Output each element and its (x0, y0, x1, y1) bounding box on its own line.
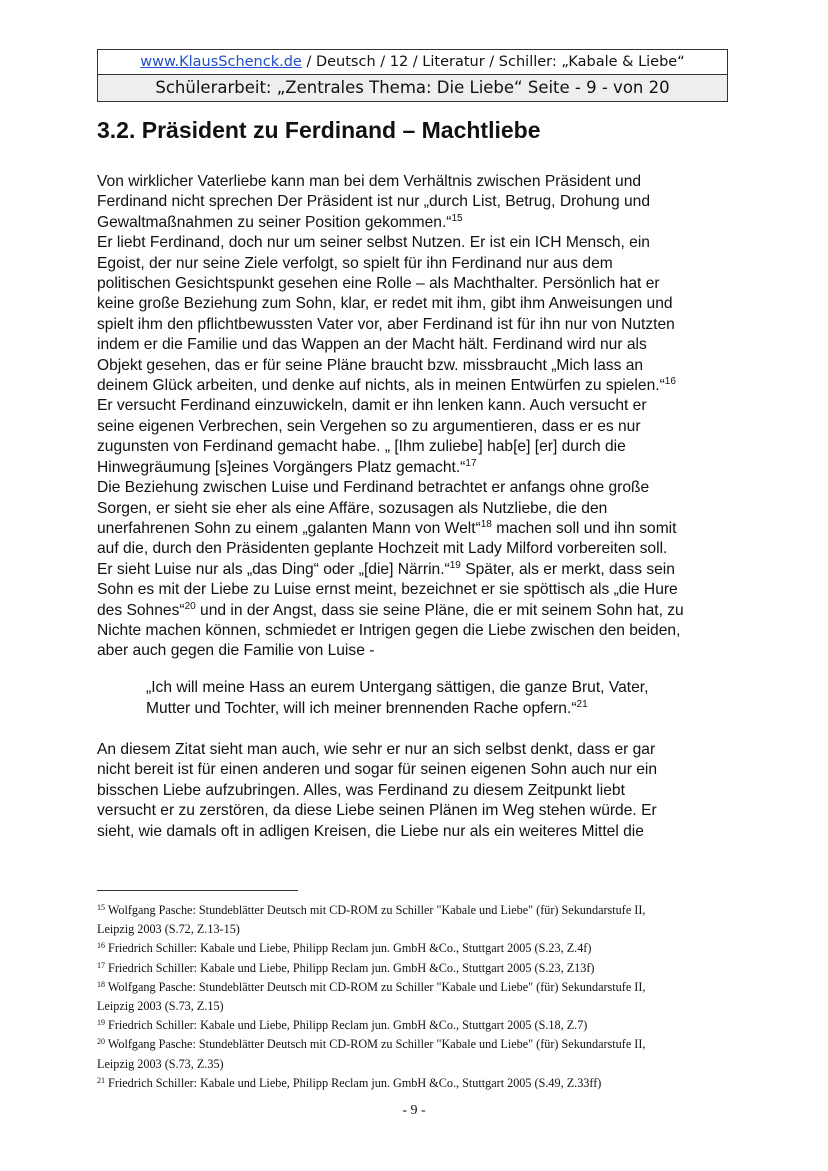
header-path: / Deutsch / 12 / Literatur / Schiller: „Kabale & Liebe“ (301, 54, 685, 70)
body-line: Objekt gesehen, das er für seine Pläne braucht bzw. missbraucht „Mich lass an (97, 356, 644, 374)
body-line: Er sieht Luise nur als „das Ding“ oder „[die] Närrin.“$^{19}$ Später, als er merkt, dass sein (97, 559, 675, 578)
website-link[interactable]: www.KlausSchenck.de (140, 54, 302, 70)
body-line: spielt ihm den pflichtbewussten Vater vor, aber Ferdinand ist für ihn nur von Nutzten (97, 315, 675, 333)
body-line: An diesem Zitat sieht man auch, wie sehr er nur an sich selbst denkt, dass er gar (97, 741, 656, 758)
body-line: versucht er zu zerstören, da diese Liebe seinen Plänen im Weg stehen würde. Er (97, 802, 657, 820)
body-line: indem er die Familie und das Wappen an der Macht hält. Ferdinand wird nur als (97, 336, 647, 354)
quote-line: „Ich will meine Hass an eurem Untergang sättigen, die ganze Brut, Vater, (146, 679, 649, 696)
page-number: - 9 - (402, 1103, 426, 1118)
footnote: $^{16}$ Friedrich Schiller: Kabale und Liebe, Philipp Reclam jun. GmbH &Co., Stuttgart 2005 (S.23, Z.4f) (97, 941, 592, 956)
body-line: seine eigenen Verbrechen, sein Vergehen so zu argumentieren, dass er es nur (97, 417, 641, 435)
body-paragraphs (97, 172, 737, 662)
footnote: $^{15}$ Wolfgang Pasche: Stundeblätter Deutsch mit CD-ROM zu Schiller "Kabale und Liebe" (für) Sekundarstufe II, (97, 903, 646, 917)
body-line: des Sohnes“$^{20}$ und in der Angst, dass sie seine Pläne, die er mit seinem Sohn hat, zu (97, 600, 684, 619)
footnote-ref[interactable]: 16 (664, 376, 676, 388)
body-line: Hinwegräumung [s]eines Vorgängers Platz gemacht.“$^{17}$ (97, 457, 477, 476)
footnote: $^{18}$ Wolfgang Pasche: Stundeblätter Deutsch mit CD-ROM zu Schiller "Kabale und Liebe" (für) Sekundarstufe II, (97, 979, 646, 994)
closing-paragraph (97, 740, 737, 842)
footnote-continuation: Leipzig 2003 (S.73, Z.35) (97, 1056, 224, 1071)
body-line: nicht bereit ist für einen anderen und sogar für seinen eigenen Sohn auch nur ein (97, 761, 658, 779)
footnote-continuation: Leipzig 2003 (S.73, Z.15) (97, 999, 224, 1014)
footnote-ref[interactable]: 15 (451, 212, 463, 224)
section-heading: 3.2. Präsident zu Ferdinand – Machtliebe (97, 117, 541, 143)
header-subtitle: Schülerarbeit: „Zentrales Thema: Die Liebe“ Seite - 9 - von 20 (98, 75, 727, 101)
footnote: $^{19}$ Friedrich Schiller: Kabale und Liebe, Philipp Reclam jun. GmbH &Co., Stuttgart 2005 (S.18, Z.7) (97, 1018, 588, 1033)
body-line: sieht, wie damals oft in adligen Kreisen, die Liebe nur als ein weiteres Mittel die (97, 822, 644, 840)
footnote-ref[interactable]: 20 (184, 600, 196, 612)
body-line: zugunsten von Ferdinand gemacht habe. „ [Ihm zuliebe] hab[e] [er] durch die (97, 438, 626, 456)
body-line: Ferdinand nicht sprechen Der Präsident ist nur „durch List, Betrug, Drohung und (97, 193, 651, 211)
body-line: auf die, durch den Präsidenten geplante Hochzeit mit Lady Milford vorbereiten soll. (97, 540, 668, 558)
body-line: Sorgen, er sieht sie eher als eine Affäre, sozusagen als Nutzliebe, die den (97, 499, 608, 517)
body-line: politischen Gesichtspunkt gesehen eine Rolle – als Machthalter. Persönlich hat er (97, 275, 660, 293)
body-line: Er liebt Ferdinand, doch nur um seiner selbst Nutzen. Er ist ein ICH Mensch, ein (97, 234, 650, 252)
body-line: keine große Beziehung zum Sohn, klar, er redet mit ihm, gibt ihm Anweisungen und (97, 295, 673, 313)
body-line: Nichte machen können, schmiedet er Intrigen gegen die Liebe zwischen den beiden, (97, 621, 681, 639)
body-line: Gewaltmaßnahmen zu seiner Position gekommen.“$^{15}$ (97, 212, 463, 231)
body-line: Er versucht Ferdinand einzuwickeln, damit er ihn lenken kann. Auch versucht er (97, 397, 647, 415)
body-line: Die Beziehung zwischen Luise und Ferdinand betrachtet er anfangs ohne große (97, 479, 650, 497)
footnote-ref[interactable]: 19 (449, 559, 461, 571)
header-breadcrumb (98, 50, 727, 75)
body-line: Egoist, der nur seine Ziele verfolgt, so spielt für ihn Ferdinand nur aus dem (97, 254, 613, 272)
footnote-continuation: Leipzig 2003 (S.72, Z.13-15) (97, 922, 240, 937)
body-line: aber auch gegen die Familie von Luise - (97, 642, 375, 660)
footnotes (97, 901, 737, 1093)
footnote-ref[interactable]: 17 (465, 457, 477, 469)
footnote: $^{21}$ Friedrich Schiller: Kabale und Liebe, Philipp Reclam jun. GmbH &Co., Stuttgart 2005 (S.49, Z.33ff) (97, 1075, 602, 1090)
footnote-ref[interactable]: 18 (480, 518, 492, 530)
block-quote (146, 677, 726, 719)
body-line: Sohn es mit der Liebe zu Luise ernst meint, bezeichnet er sie spöttisch als „die Hure (97, 581, 678, 599)
body-line: Von wirklicher Vaterliebe kann man bei dem Verhältnis zwischen Präsident und (97, 173, 642, 190)
quote-line: Mutter und Tochter, will ich meiner brennenden Rache opfern.“$^{21}$ (146, 699, 588, 717)
body-line: bisschen Liebe aufzubringen. Alles, was Ferdinand zu diesem Zeitpunkt liebt (97, 781, 625, 799)
body-line: deinem Glück arbeiten, und denke auf nichts, als in meinen Entwürfen zu spielen.“$^{16}$ (97, 376, 676, 395)
footnote: $^{17}$ Friedrich Schiller: Kabale und Liebe, Philipp Reclam jun. GmbH &Co., Stuttgart 2005 (S.23, Z13f) (97, 960, 595, 975)
footnote-divider (97, 890, 298, 891)
footnote: $^{20}$ Wolfgang Pasche: Stundeblätter Deutsch mit CD-ROM zu Schiller "Kabale und Liebe" (für) Sekundarstufe II, (97, 1037, 646, 1052)
footnote-ref[interactable]: 21 (576, 699, 588, 710)
page-header (97, 49, 728, 102)
body-line: unerfahrenen Sohn zu einem „galanten Mann von Welt“$^{18}$ machen soll und ihn somit (97, 518, 677, 537)
